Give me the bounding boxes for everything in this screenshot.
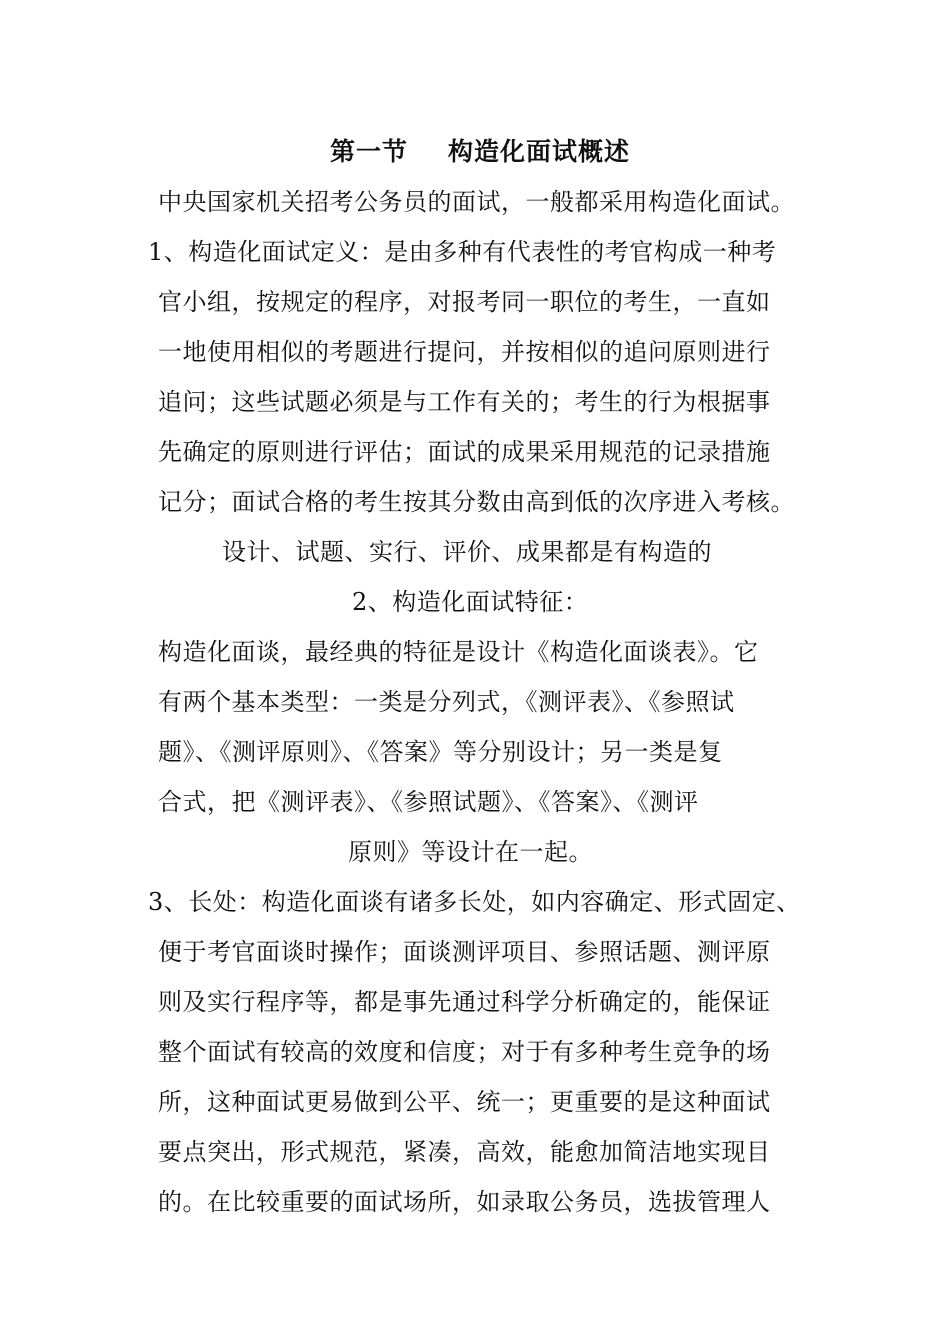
paragraph-line: 追问；这些试题必须是与工作有关的；考生的行为根据事 xyxy=(158,388,771,416)
paragraph-line: 设计、试题、实行、评价、成果都是有构造的 xyxy=(222,538,712,566)
paragraph-line: 有两个基本类型：一类是分列式，《测评表》、《参照试 xyxy=(158,688,735,716)
section-name: 构造化面试概述 xyxy=(448,137,631,166)
paragraph-line: 2、构造化面试特征： xyxy=(352,588,589,616)
paragraph-line: 则及实行程序等，都是事先通过科学分析确定的，能保证 xyxy=(158,988,771,1016)
paragraph-line: 要点突出，形式规范，紧凑，高效，能愈加简洁地实现目 xyxy=(158,1138,771,1166)
paragraph-line: 构造化面谈，最经典的特征是设计《构造化面谈表》。它 xyxy=(158,638,759,666)
paragraph-line: 3、长处：构造化面谈有诸多长处，如内容确定、形式固定、 xyxy=(148,888,801,916)
paragraph-line: 所，这种面试更易做到公平、统一；更重要的是这种面试 xyxy=(158,1088,771,1116)
paragraph-line: 1、构造化面试定义：是由多种有代表性的考官构成一种考 xyxy=(148,238,777,266)
paragraph-line: 的。在比较重要的面试场所，如录取公务员，选拔管理人 xyxy=(158,1188,771,1216)
paragraph-line: 中央国家机关招考公务员的面试，一般都采用构造化面试。 xyxy=(158,188,795,216)
section-title xyxy=(330,136,630,168)
paragraph-line: 合式，把《测评表》、《参照试题》、《答案》、《测评 xyxy=(158,788,699,816)
paragraph-line: 原则》等设计在一起。 xyxy=(348,838,593,866)
paragraph-line: 便于考官面谈时操作；面谈测评项目、参照话题、测评原 xyxy=(158,938,771,966)
paragraph-line: 一地使用相似的考题进行提问，并按相似的追问原则进行 xyxy=(158,338,771,366)
paragraph-line: 整个面试有较高的效度和信度；对于有多种考生竞争的场 xyxy=(158,1038,771,1066)
paragraph-line: 题》、《测评原则》、《答案》等分别设计；另一类是复 xyxy=(158,738,723,766)
paragraph-line: 官小组，按规定的程序，对报考同一职位的考生，一直如 xyxy=(158,288,771,316)
section-number: 第一节 xyxy=(330,137,409,166)
paragraph-line: 先确定的原则进行评估；面试的成果采用规范的记录措施 xyxy=(158,438,771,466)
paragraph-line: 记分；面试合格的考生按其分数由高到低的次序进入考核。 xyxy=(158,488,795,516)
